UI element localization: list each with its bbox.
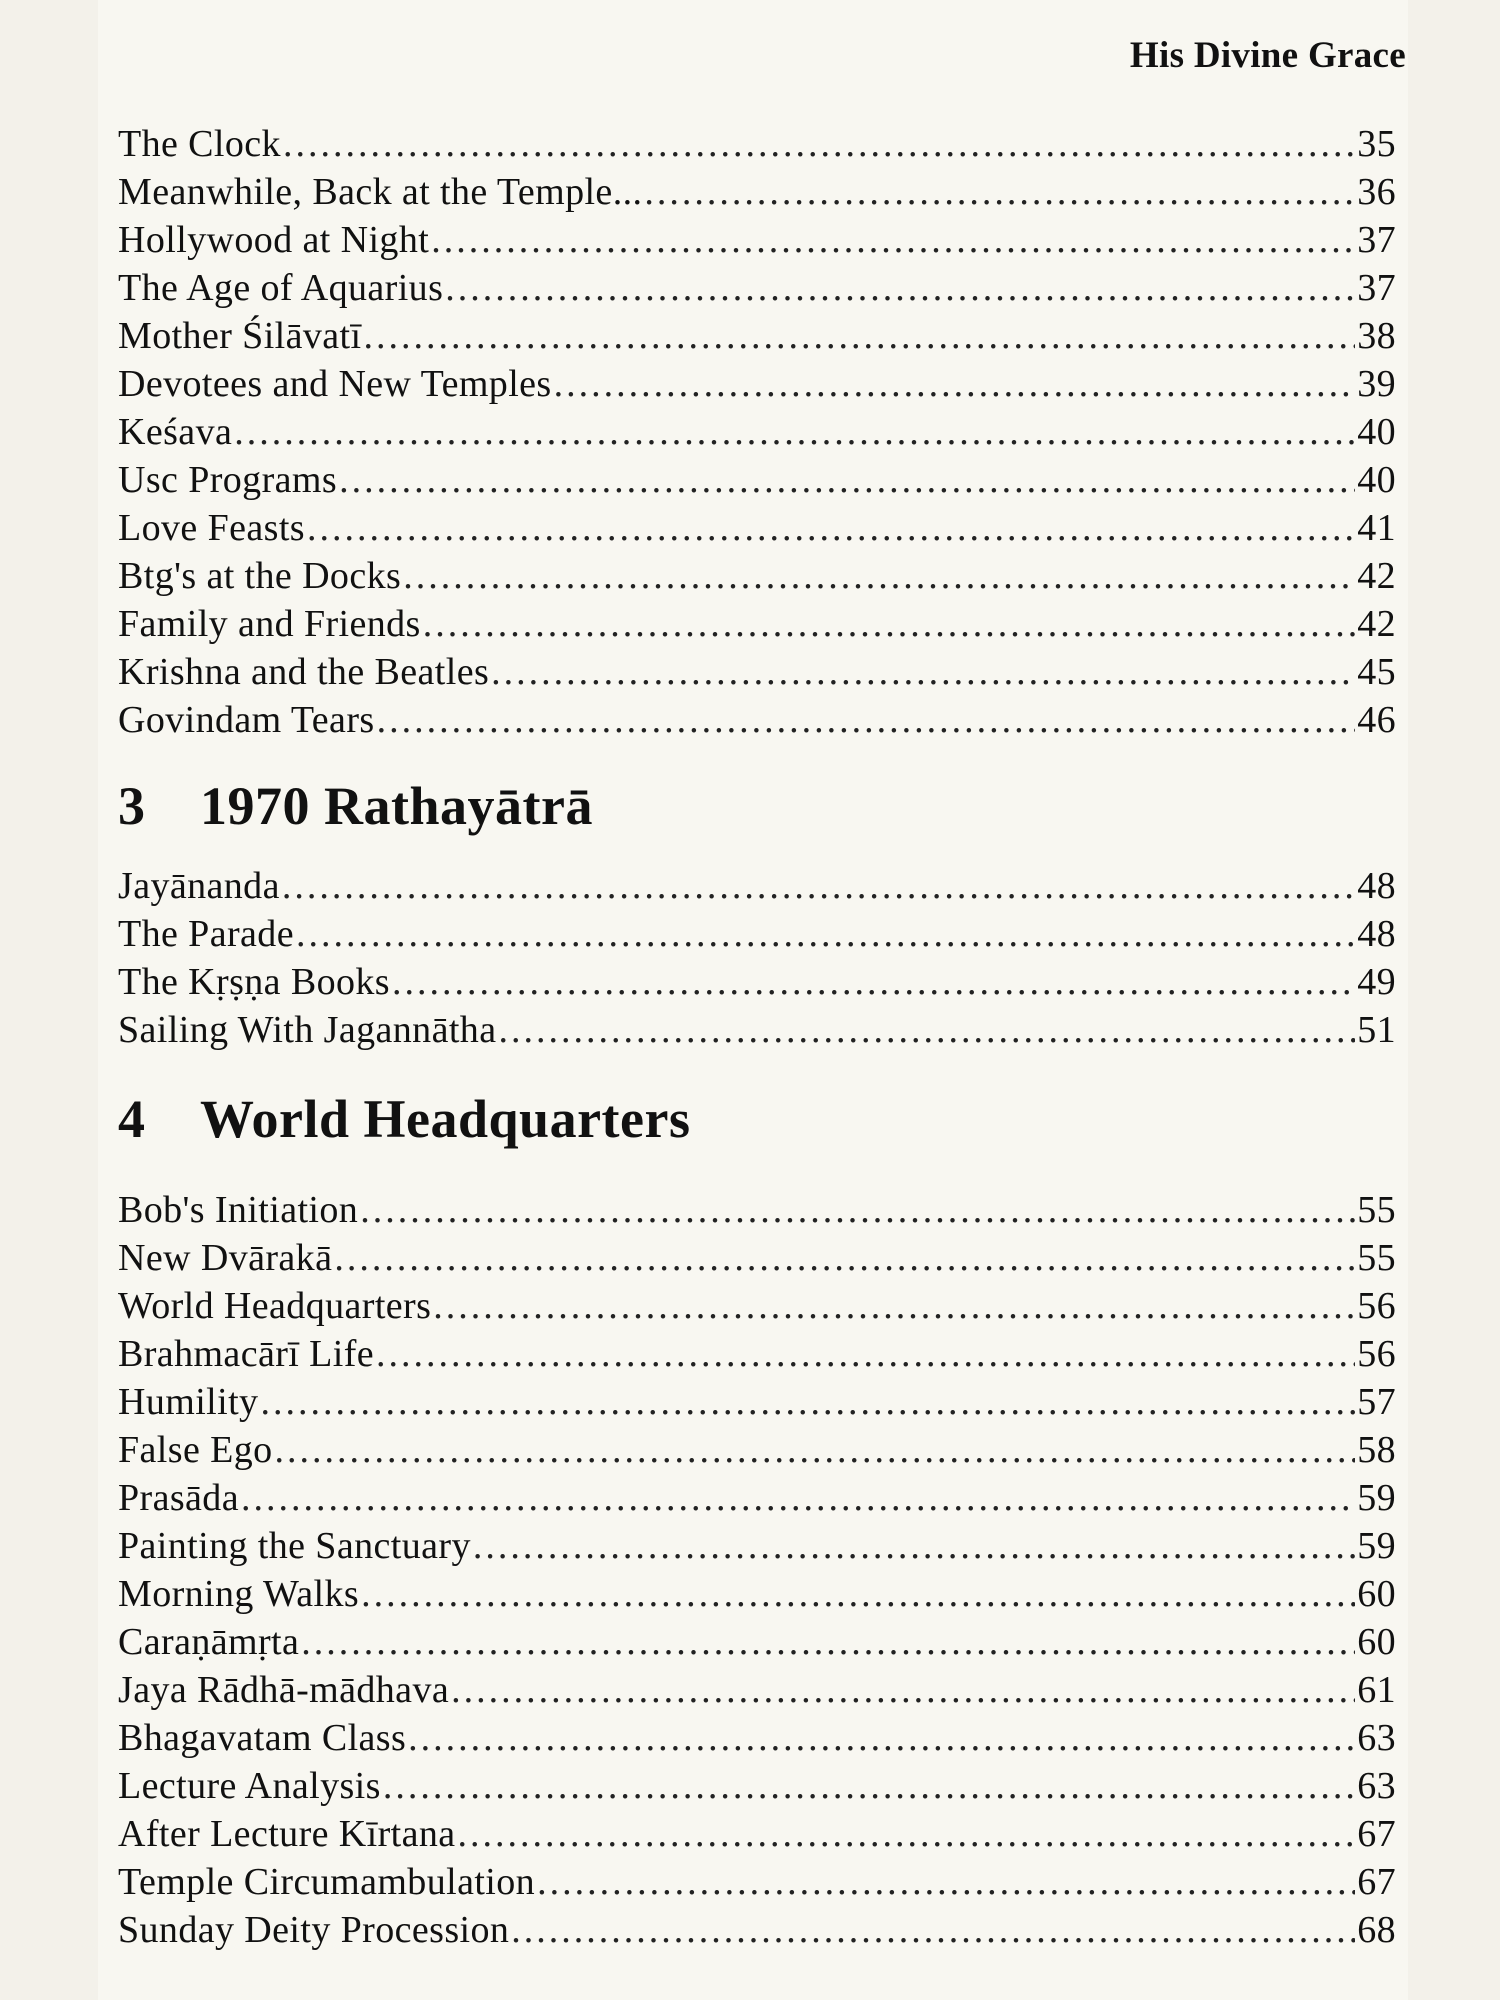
toc-entry-title: Painting the Sanctuary: [118, 1525, 471, 1567]
toc-entry: [118, 1810, 1396, 1858]
toc-chapter-3: [118, 862, 1396, 1054]
toc-entry: [118, 1618, 1396, 1666]
toc-entry-page-number: 48: [1357, 913, 1396, 955]
toc-entry-page-number: 41: [1357, 507, 1396, 549]
dot-leader: [275, 1426, 1356, 1474]
toc-entry-page-number: 59: [1357, 1477, 1396, 1519]
toc-entry-page-number: 46: [1357, 699, 1396, 741]
dot-leader: [408, 1714, 1355, 1762]
running-header: His Divine Grace: [1129, 35, 1406, 76]
toc-entry: [118, 1234, 1396, 1282]
toc-entry: [118, 1570, 1396, 1618]
toc-entry: [118, 552, 1396, 600]
toc-entry: [118, 1906, 1396, 1954]
toc-entry-page-number: 56: [1357, 1285, 1396, 1327]
toc-entry-title: Jaya Rādhā-mādhava: [118, 1669, 450, 1711]
toc-entry: [118, 1858, 1396, 1906]
toc-entry: [118, 1426, 1396, 1474]
toc-entry-page-number: 63: [1357, 1765, 1396, 1807]
toc-entry: [118, 264, 1396, 312]
dot-leader: [377, 696, 1356, 744]
toc-entry-page-number: 67: [1357, 1861, 1396, 1903]
toc-entry-page-number: 39: [1357, 363, 1396, 405]
dot-leader: [458, 1810, 1356, 1858]
dot-leader: [554, 360, 1356, 408]
toc-entry-page-number: 60: [1357, 1621, 1396, 1663]
toc-entry-page-number: 51: [1357, 1009, 1396, 1051]
dot-leader: [334, 1234, 1355, 1282]
toc-entry-page-number: 38: [1357, 315, 1396, 357]
toc-entry-title: Sailing With Jagannātha: [118, 1009, 497, 1051]
toc-entry: [118, 168, 1396, 216]
toc-entry: [118, 1762, 1396, 1810]
toc-entry-title: World Headquarters: [118, 1285, 432, 1327]
dot-leader: [511, 1906, 1355, 1954]
dot-leader: [644, 168, 1355, 216]
dot-leader: [392, 958, 1355, 1006]
toc-entry-title: The Kṛṣṇa Books: [118, 961, 390, 1003]
toc-entry-page-number: 42: [1357, 555, 1396, 597]
toc-entry-page-number: 58: [1357, 1429, 1396, 1471]
toc-entry: [118, 120, 1396, 168]
dot-leader: [307, 504, 1355, 552]
chapter-4-heading: [118, 1088, 691, 1150]
toc-entry-title: Brahmacārī Life: [118, 1333, 375, 1375]
toc-section-continued: [118, 120, 1396, 744]
toc-entry: [118, 456, 1396, 504]
toc-entry-title: Caraṇāmṛta: [118, 1621, 300, 1663]
toc-entry: [118, 216, 1396, 264]
toc-entry-page-number: 37: [1357, 219, 1396, 261]
toc-entry: [118, 1330, 1396, 1378]
dot-leader: [241, 1474, 1355, 1522]
toc-entry-title: Prasāda: [118, 1477, 239, 1519]
toc-entry-page-number: 55: [1357, 1189, 1396, 1231]
toc-entry-title: Hollywood at Night: [118, 219, 430, 261]
toc-entry-page-number: 45: [1357, 651, 1396, 693]
dot-leader: [260, 1378, 1355, 1426]
dot-leader: [283, 120, 1355, 168]
dot-leader: [376, 1330, 1355, 1378]
toc-entry-page-number: 61: [1357, 1669, 1396, 1711]
toc-entry-title: Govindam Tears: [118, 699, 375, 741]
toc-entry: [118, 648, 1396, 696]
chapter-title: World Headquarters: [200, 1089, 691, 1149]
toc-entry-title: Love Feasts: [118, 507, 305, 549]
toc-chapter-4: [118, 1186, 1396, 1954]
toc-entry-title: Mother Śilāvatī: [118, 315, 362, 357]
toc-entry: [118, 696, 1396, 744]
toc-entry-title: Morning Walks: [118, 1573, 360, 1615]
toc-entry: [118, 1666, 1396, 1714]
dot-leader: [431, 216, 1355, 264]
toc-entry: [118, 360, 1396, 408]
dot-leader: [339, 456, 1355, 504]
chapter-title: 1970 Rathayātrā: [200, 776, 593, 836]
toc-entry-title: Bhagavatam Class: [118, 1717, 407, 1759]
toc-entry: [118, 1522, 1396, 1570]
toc-entry-page-number: 59: [1357, 1525, 1396, 1567]
toc-entry-title: Family and Friends: [118, 603, 421, 645]
toc-entry-page-number: 49: [1357, 961, 1396, 1003]
dot-leader: [473, 1522, 1355, 1570]
toc-entry-page-number: 63: [1357, 1717, 1396, 1759]
dot-leader: [433, 1282, 1355, 1330]
toc-entry: [118, 504, 1396, 552]
toc-entry: [118, 862, 1396, 910]
dot-leader: [361, 1570, 1355, 1618]
toc-entry-title: Bob's Initiation: [118, 1189, 359, 1231]
toc-entry-page-number: 40: [1357, 459, 1396, 501]
toc-entry-page-number: 35: [1357, 123, 1396, 165]
toc-entry-page-number: 40: [1357, 411, 1396, 453]
chapter-number: 3: [118, 776, 146, 836]
dot-leader: [360, 1186, 1355, 1234]
toc-entry: [118, 1006, 1396, 1054]
toc-entry-title: Devotees and New Temples: [118, 363, 552, 405]
toc-entry-title: New Dvārakā: [118, 1237, 333, 1279]
toc-entry: [118, 408, 1396, 456]
toc-entry-page-number: 36: [1357, 171, 1396, 213]
dot-leader: [234, 408, 1355, 456]
chapter-number: 4: [118, 1089, 146, 1149]
toc-entry: [118, 910, 1396, 958]
dot-leader: [491, 648, 1355, 696]
toc-entry-page-number: 67: [1357, 1813, 1396, 1855]
toc-entry-title: The Clock: [118, 123, 281, 165]
toc-entry: [118, 1186, 1396, 1234]
toc-entry-page-number: 56: [1357, 1333, 1396, 1375]
toc-entry: [118, 1282, 1396, 1330]
toc-entry-title: Keśava: [118, 411, 233, 453]
toc-entry: [118, 1714, 1396, 1762]
chapter-3-heading: [118, 775, 593, 837]
toc-entry-title: Temple Circumambulation: [118, 1861, 536, 1903]
toc-entry-title: Sunday Deity Procession: [118, 1909, 510, 1951]
toc-entry-title: Lecture Analysis: [118, 1765, 381, 1807]
toc-entry: [118, 1378, 1396, 1426]
dot-leader: [498, 1006, 1355, 1054]
toc-entry: [118, 958, 1396, 1006]
toc-entry-title: Btg's at the Docks: [118, 555, 402, 597]
dot-leader: [301, 1618, 1355, 1666]
dot-leader: [537, 1858, 1355, 1906]
dot-leader: [423, 600, 1355, 648]
toc-entry-title: The Parade: [118, 913, 294, 955]
toc-entry: [118, 312, 1396, 360]
dot-leader: [451, 1666, 1355, 1714]
dot-leader: [363, 312, 1355, 360]
toc-entry-page-number: 55: [1357, 1237, 1396, 1279]
toc-entry-page-number: 60: [1357, 1573, 1396, 1615]
dot-leader: [282, 862, 1355, 910]
toc-entry-title: Meanwhile, Back at the Temple...: [118, 171, 643, 213]
toc-entry-title: Krishna and the Beatles: [118, 651, 490, 693]
toc-entry-page-number: 37: [1357, 267, 1396, 309]
toc-entry-page-number: 57: [1357, 1381, 1396, 1423]
toc-entry-title: False Ego: [118, 1429, 273, 1471]
toc-entry-page-number: 42: [1357, 603, 1396, 645]
toc-entry: [118, 600, 1396, 648]
dot-leader: [403, 552, 1355, 600]
toc-entry-title: After Lecture Kīrtana: [118, 1813, 456, 1855]
dot-leader: [383, 1762, 1355, 1810]
toc-entry-page-number: 68: [1357, 1909, 1396, 1951]
toc-entry: [118, 1474, 1396, 1522]
toc-entry-title: Jayānanda: [118, 865, 280, 907]
toc-entry-title: Usc Programs: [118, 459, 338, 501]
toc-entry-page-number: 48: [1357, 865, 1396, 907]
dot-leader: [445, 264, 1355, 312]
toc-entry-title: Humility: [118, 1381, 259, 1423]
toc-entry-title: The Age of Aquarius: [118, 267, 444, 309]
dot-leader: [296, 910, 1355, 958]
